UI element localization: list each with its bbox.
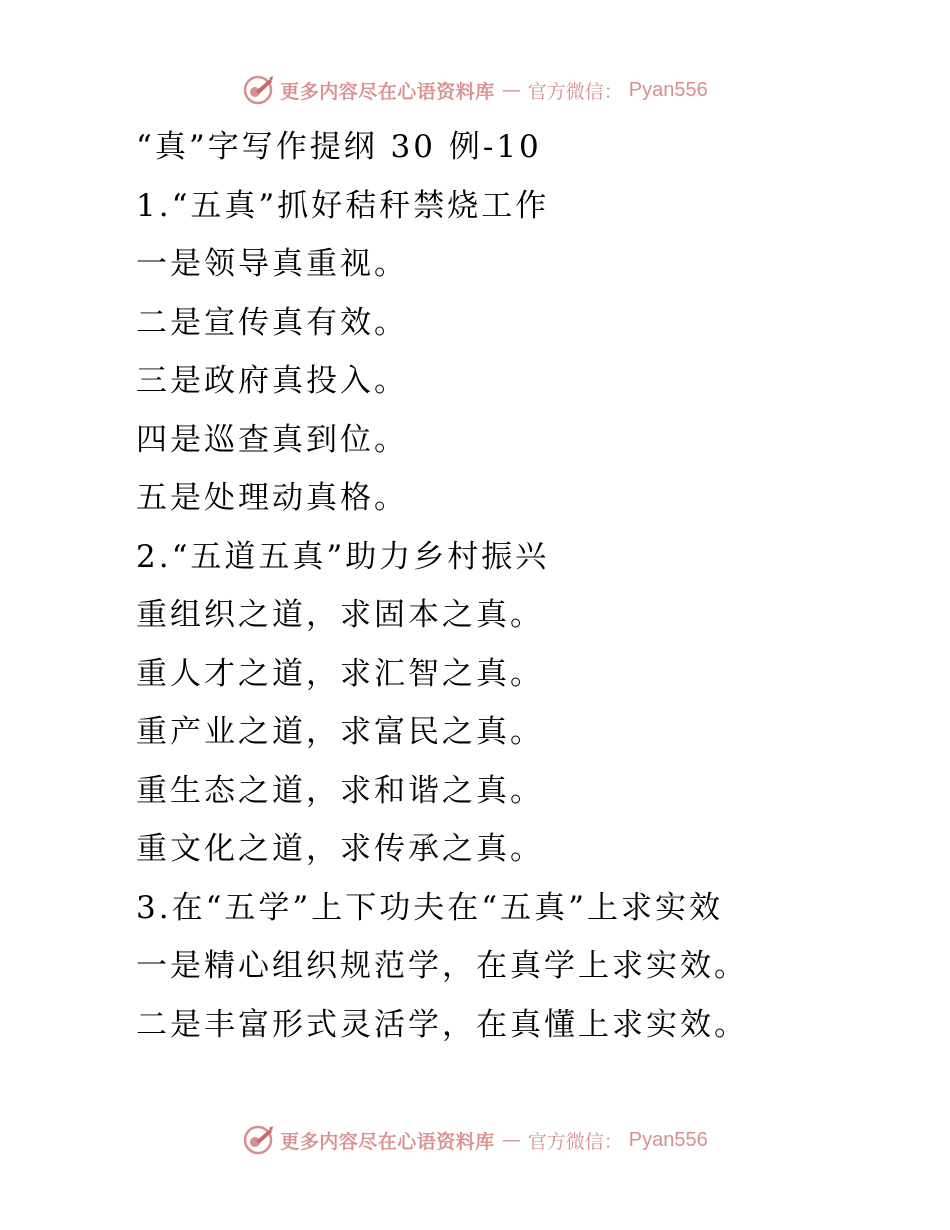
text-line: 3.在“五学”上下功夫在“五真”上求实效 bbox=[136, 889, 723, 926]
document-body bbox=[136, 118, 916, 1054]
watermark-main-text: 更多内容尽在心语资料库 bbox=[280, 1130, 495, 1153]
logo-icon bbox=[242, 1124, 274, 1156]
watermark-sub-text: 官方微信： bbox=[527, 80, 623, 103]
watermark-handle: Pyan556 bbox=[628, 1128, 708, 1151]
text-line: 一是精心组织规范学，在真学上求实效。 bbox=[136, 948, 748, 984]
logo-icon bbox=[242, 74, 274, 106]
text-line: 二是丰富形式灵活学，在真懂上求实效。 bbox=[136, 1006, 748, 1043]
text-line: 五是处理动真格。 bbox=[136, 480, 408, 516]
text-line: 一是领导真重视。 bbox=[136, 246, 408, 282]
watermark-header bbox=[0, 70, 950, 110]
text-line: 1.“五真”抓好秸秆禁烧工作 bbox=[136, 187, 550, 224]
text-line: 重产业之道，求富民之真。 bbox=[136, 714, 544, 750]
text-line: 二是宣传真有效。 bbox=[136, 304, 408, 341]
watermark-handle: Pyan556 bbox=[628, 78, 708, 101]
text-line: 重人才之道，求汇智之真。 bbox=[136, 655, 544, 692]
text-line: 四是巡查真到位。 bbox=[136, 421, 408, 458]
watermark-dash: — bbox=[501, 79, 521, 101]
text-line: 重文化之道，求传承之真。 bbox=[136, 831, 544, 867]
watermark-sub-text: 官方微信： bbox=[527, 1130, 623, 1153]
watermark-dash: — bbox=[501, 1129, 521, 1151]
document-title: “真”字写作提纲 30 例-10 bbox=[136, 129, 542, 165]
text-line: 重组织之道，求固本之真。 bbox=[136, 597, 544, 633]
text-line: 重生态之道，求和谐之真。 bbox=[136, 772, 544, 809]
watermark-main-text: 更多内容尽在心语资料库 bbox=[280, 80, 495, 103]
watermark-footer bbox=[0, 1120, 950, 1160]
text-line: 2.“五道五真”助力乡村振兴 bbox=[136, 538, 550, 575]
text-line: 三是政府真投入。 bbox=[136, 363, 408, 399]
